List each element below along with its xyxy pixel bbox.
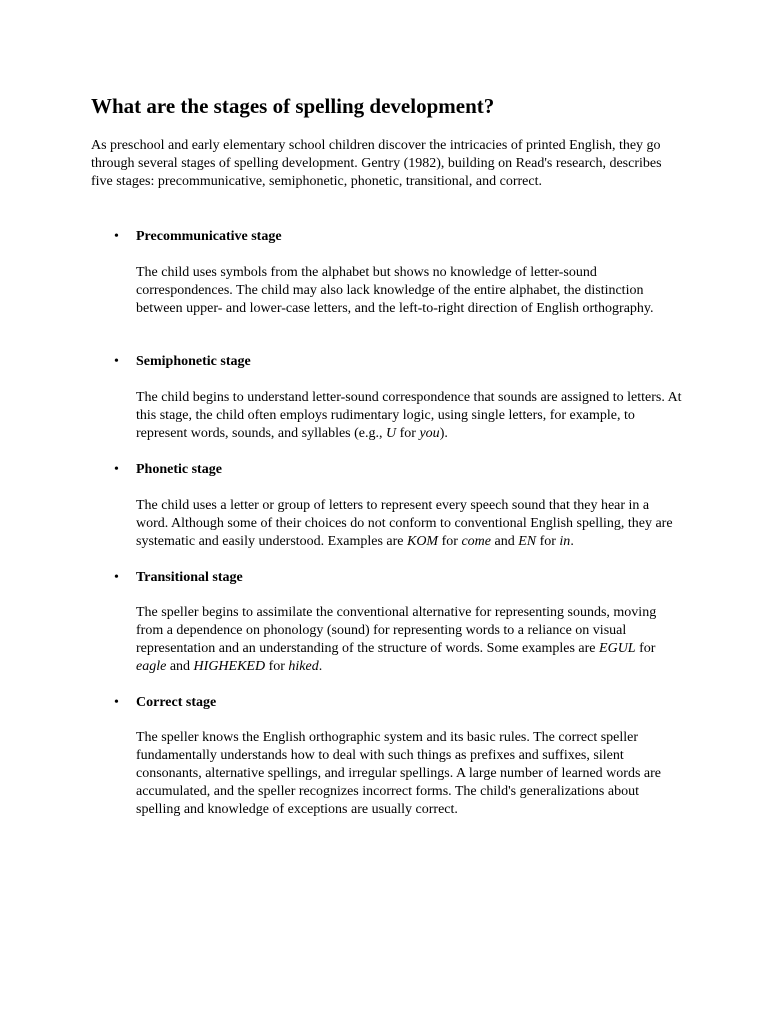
stage-heading-correct bbox=[114, 694, 216, 712]
stage-heading-precommunicative bbox=[114, 228, 282, 246]
stage-description-precommunicative: The child uses symbols from the alphabet but shows no knowledge of letter-sound correspondences. The child may also lack knowledge of the entire alphabet, the distinction between upper- and lower-case letters, and the left-to-right direction of English orthography. bbox=[136, 265, 654, 316]
example-word: eagle bbox=[136, 659, 167, 674]
desc-text: . bbox=[570, 534, 574, 549]
intro-paragraph: As preschool and early elementary school children discover the intricacies of printed English, they go through several stages of spelling development. Gentry (1982), building on Read's research, describes five stages: precommunicative, semiphonetic, phonetic, transitional, and correct. bbox=[91, 138, 662, 189]
stage-title: Semiphonetic stage bbox=[136, 354, 251, 369]
stage-title: Correct stage bbox=[136, 695, 217, 710]
stage-description-correct: The speller knows the English orthographic system and its basic rules. The correct speller fundamentally understands how to deal with such things as prefixes and suffixes, silent consonants, alternative spellings, and irregular spellings. A large number of learned words are accumulated, and the speller recognizes incorrect forms. The child's generalizations about spelling and knowledge of exceptions are usually correct. bbox=[136, 730, 661, 817]
desc-text: for bbox=[396, 426, 420, 441]
bullet-icon: • bbox=[114, 462, 119, 477]
bullet-icon: • bbox=[114, 354, 119, 369]
example-spelling: EN bbox=[518, 534, 537, 549]
desc-text: . bbox=[318, 659, 323, 674]
desc-text: ). bbox=[439, 426, 448, 441]
example-spelling: KOM bbox=[406, 534, 439, 549]
stage-heading-phonetic bbox=[114, 461, 222, 479]
stage-description-transitional bbox=[136, 604, 684, 676]
stage-heading-semiphonetic bbox=[114, 353, 251, 371]
bullet-icon: • bbox=[114, 570, 119, 585]
example-word: in bbox=[559, 534, 571, 549]
desc-text: for bbox=[265, 659, 289, 674]
stage-title: Precommunicative stage bbox=[136, 229, 282, 244]
desc-text: and bbox=[490, 534, 519, 549]
bullet-icon: • bbox=[114, 229, 119, 244]
stage-description-phonetic bbox=[136, 497, 684, 551]
example-word: hiked bbox=[288, 659, 319, 674]
desc-text: and bbox=[166, 659, 194, 674]
example-word: come bbox=[461, 534, 491, 549]
desc-text: The child uses a letter or group of letters to represent every speech sound that they hear in a word. Although some of their choices do not conform to conventional English spelling, they are systematic and easily understood. Examples are bbox=[136, 498, 673, 549]
desc-text: for bbox=[536, 534, 560, 549]
example-spelling: HIGHEKED bbox=[193, 659, 266, 674]
desc-text: for bbox=[438, 534, 462, 549]
stage-heading-transitional bbox=[114, 569, 243, 587]
stage-description-semiphonetic bbox=[136, 389, 684, 443]
stage-title: Phonetic stage bbox=[136, 462, 222, 477]
desc-text: for bbox=[635, 641, 656, 656]
example-spelling: EGUL bbox=[599, 641, 636, 656]
stage-title: Transitional stage bbox=[136, 570, 243, 585]
example-word: you bbox=[419, 426, 440, 441]
desc-text: The child begins to understand letter-sound correspondence that sounds are assigned to letters. At this stage, the child often employs rudimentary logic, using single letters, for example, to represent words, sounds, and syllables (e.g., bbox=[136, 390, 682, 441]
desc-text: The speller begins to assimilate the conventional alternative for representing sounds, moving from a dependence on phonology (sound) for representing words to a reliance on visual representation and an understanding of the structure of words. Some examples are bbox=[136, 605, 657, 656]
example-spelling: U bbox=[386, 426, 397, 441]
page-title: What are the stages of spelling development? bbox=[91, 94, 495, 118]
bullet-icon: • bbox=[114, 695, 119, 710]
